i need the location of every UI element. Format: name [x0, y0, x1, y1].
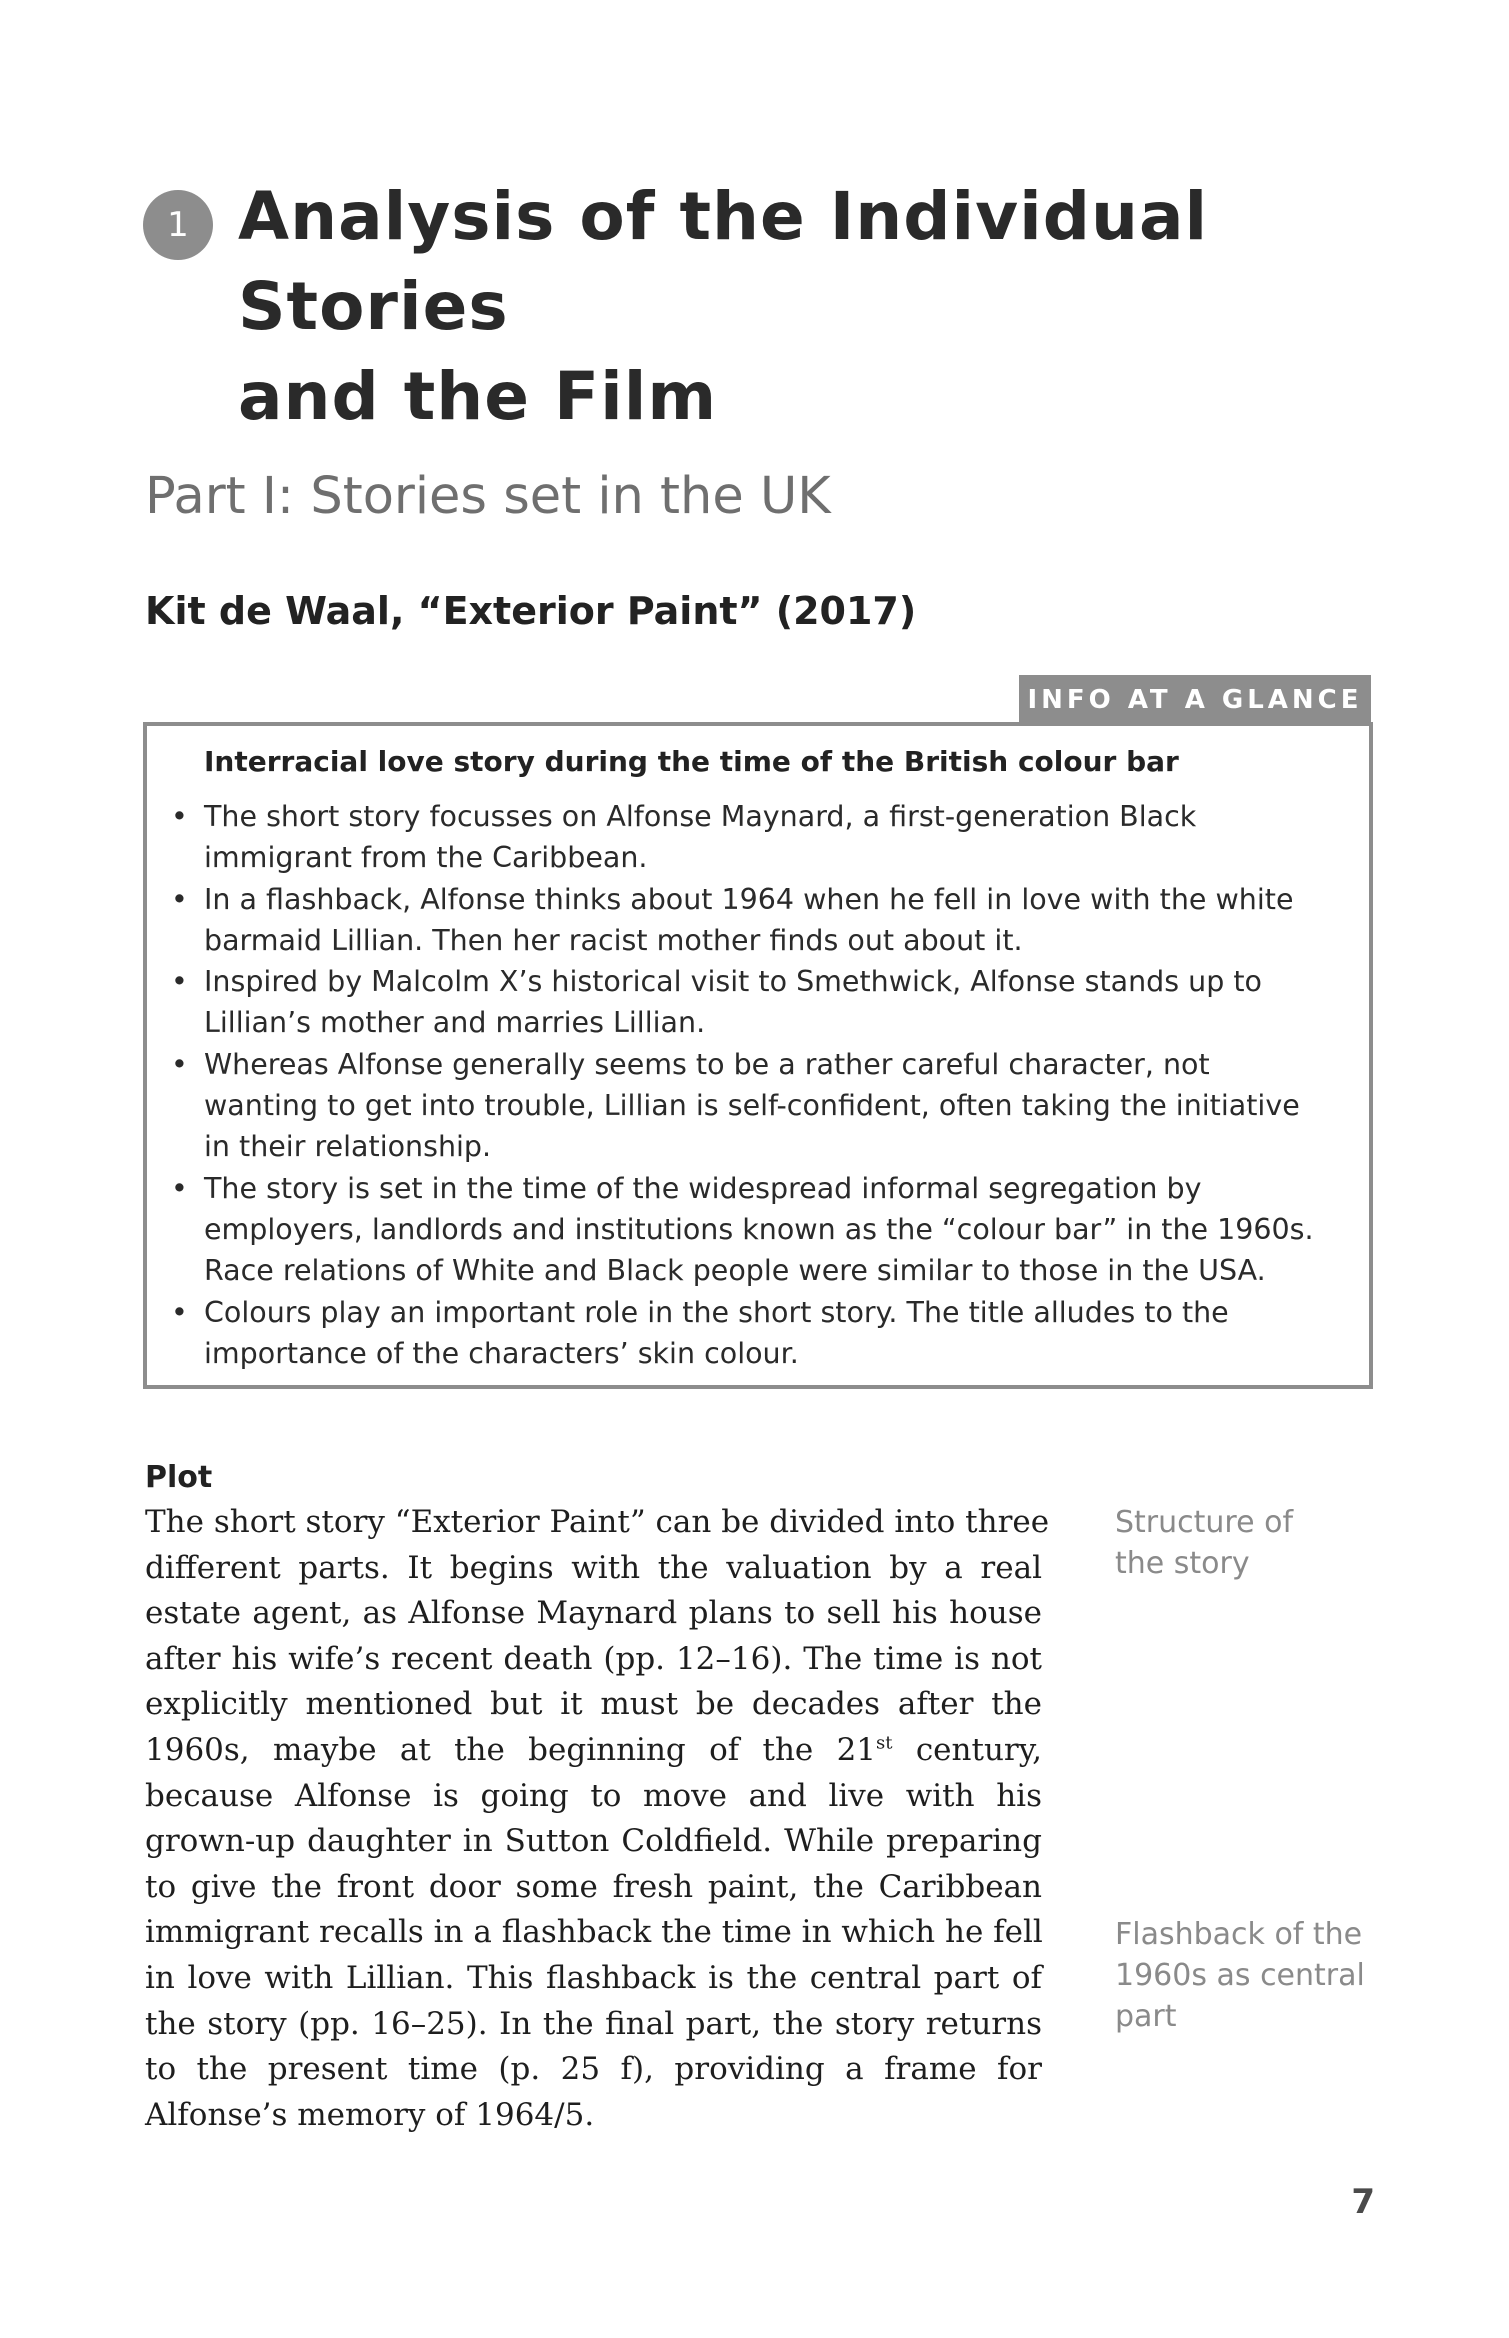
info-item	[147, 1292, 1347, 1375]
plot-line: Alfonse’s memory of 1964/5.	[145, 2096, 595, 2133]
bullet-icon: •	[171, 965, 188, 999]
info-item-line: The story is set in the time of the widespread informal segregation by	[204, 1171, 1202, 1205]
info-item-line: In a flashback, Alfonse thinks about 1964 when he fell in love with the white	[204, 882, 1294, 916]
info-item-line: wanting to get into trouble, Lillian is self-confident, often taking the initiative	[204, 1089, 1300, 1123]
plot-line: grown-up daughter in Sutton Coldfield. While preparing	[145, 1823, 1042, 1860]
plot-line: in love with Lillian. This flashback is the central part of	[145, 1959, 1042, 1996]
plot-heading: Plot	[145, 1460, 213, 1495]
info-item	[147, 1044, 1347, 1168]
margin-note-line: Structure of	[1115, 1505, 1294, 1540]
info-item-line: Lillian’s mother and marries Lillian.	[204, 1006, 706, 1040]
info-box-list	[147, 796, 1347, 1374]
superscript: st	[876, 1732, 893, 1754]
chapter-title-line-2: and the Film	[238, 358, 718, 435]
info-item-line: Colours play an important role in the short story. The title alludes to the	[204, 1295, 1229, 1329]
info-item-line: Race relations of White and Black people were similar to those in the USA.	[204, 1254, 1266, 1288]
plot-line-with-superscript	[145, 1728, 1042, 1774]
plot-line: the story (pp. 16–25). In the final part, the story returns	[145, 2005, 1042, 2042]
plot-line: different parts. It begins with the valuation by a real	[145, 1549, 1042, 1586]
plot-line: to give the front door some fresh paint, the Caribbean	[145, 1868, 1042, 1905]
bullet-icon: •	[171, 800, 188, 833]
margin-note-line: part	[1115, 1999, 1177, 2034]
page-number: 7	[1351, 2182, 1375, 2222]
info-item	[147, 1168, 1347, 1292]
info-box-heading: Interracial love story during the time of the British colour bar	[204, 745, 1179, 778]
info-box-tab: INFO AT A GLANCE	[1019, 675, 1371, 725]
chapter-number-badge: 1	[143, 190, 213, 260]
info-box	[143, 722, 1373, 1389]
info-item-line: importance of the characters’ skin colour.	[204, 1336, 799, 1370]
margin-note-structure	[1115, 1502, 1395, 1584]
info-item-line: barmaid Lillian. Then her racist mother finds out about it.	[204, 923, 1023, 957]
bullet-icon: •	[171, 1295, 188, 1329]
info-item-line: The short story focusses on Alfonse Maynard, a first-generation Black	[204, 800, 1197, 833]
info-item	[147, 879, 1347, 962]
chapter-title	[238, 172, 1418, 442]
margin-note-line: Flashback of the	[1115, 1917, 1363, 1952]
plot-line: after his wife’s recent death (pp. 12–16). The time is not	[145, 1640, 1042, 1677]
plot-line: because Alfonse is going to move and live with his	[145, 1777, 1042, 1814]
margin-note-flashback	[1115, 1914, 1395, 2037]
info-item	[147, 961, 1347, 1044]
info-item-line: Whereas Alfonse generally seems to be a rather careful character, not	[204, 1047, 1210, 1081]
info-item-line: Inspired by Malcolm X’s historical visit to Smethwick, Alfonse stands up to	[204, 965, 1262, 999]
plot-line-text: 1960s, maybe at the beginning of the 21	[145, 1731, 877, 1768]
bullet-icon: •	[171, 882, 188, 916]
info-item-line: immigrant from the Caribbean.	[204, 841, 648, 875]
info-item-line: employers, landlords and institutions known as the “colour bar” in the 1960s.	[204, 1212, 1314, 1246]
info-item	[147, 796, 1347, 879]
chapter-title-line-1: Analysis of the Individual Stories	[238, 178, 1209, 345]
plot-line-suffix: century,	[892, 1731, 1042, 1768]
story-title: Kit de Waal, “Exterior Paint” (2017)	[145, 589, 917, 633]
plot-line: immigrant recalls in a flashback the time in which he fell	[145, 1914, 1043, 1951]
plot-line: The short story “Exterior Paint” can be divided into three	[145, 1504, 1050, 1540]
plot-paragraph	[145, 1500, 1050, 2138]
plot-line: explicitly mentioned but it must be decades after the	[145, 1686, 1042, 1723]
plot-line: estate agent, as Alfonse Maynard plans to sell his house	[145, 1595, 1042, 1632]
margin-note-line: 1960s as central	[1115, 1958, 1365, 1993]
part-title: Part I: Stories set in the UK	[145, 467, 831, 526]
info-item-line: in their relationship.	[204, 1130, 492, 1164]
plot-line: to the present time (p. 25 f), providing a frame for	[145, 2051, 1042, 2088]
margin-note-line: the story	[1115, 1546, 1250, 1581]
bullet-icon: •	[171, 1047, 188, 1081]
bullet-icon: •	[171, 1171, 188, 1205]
